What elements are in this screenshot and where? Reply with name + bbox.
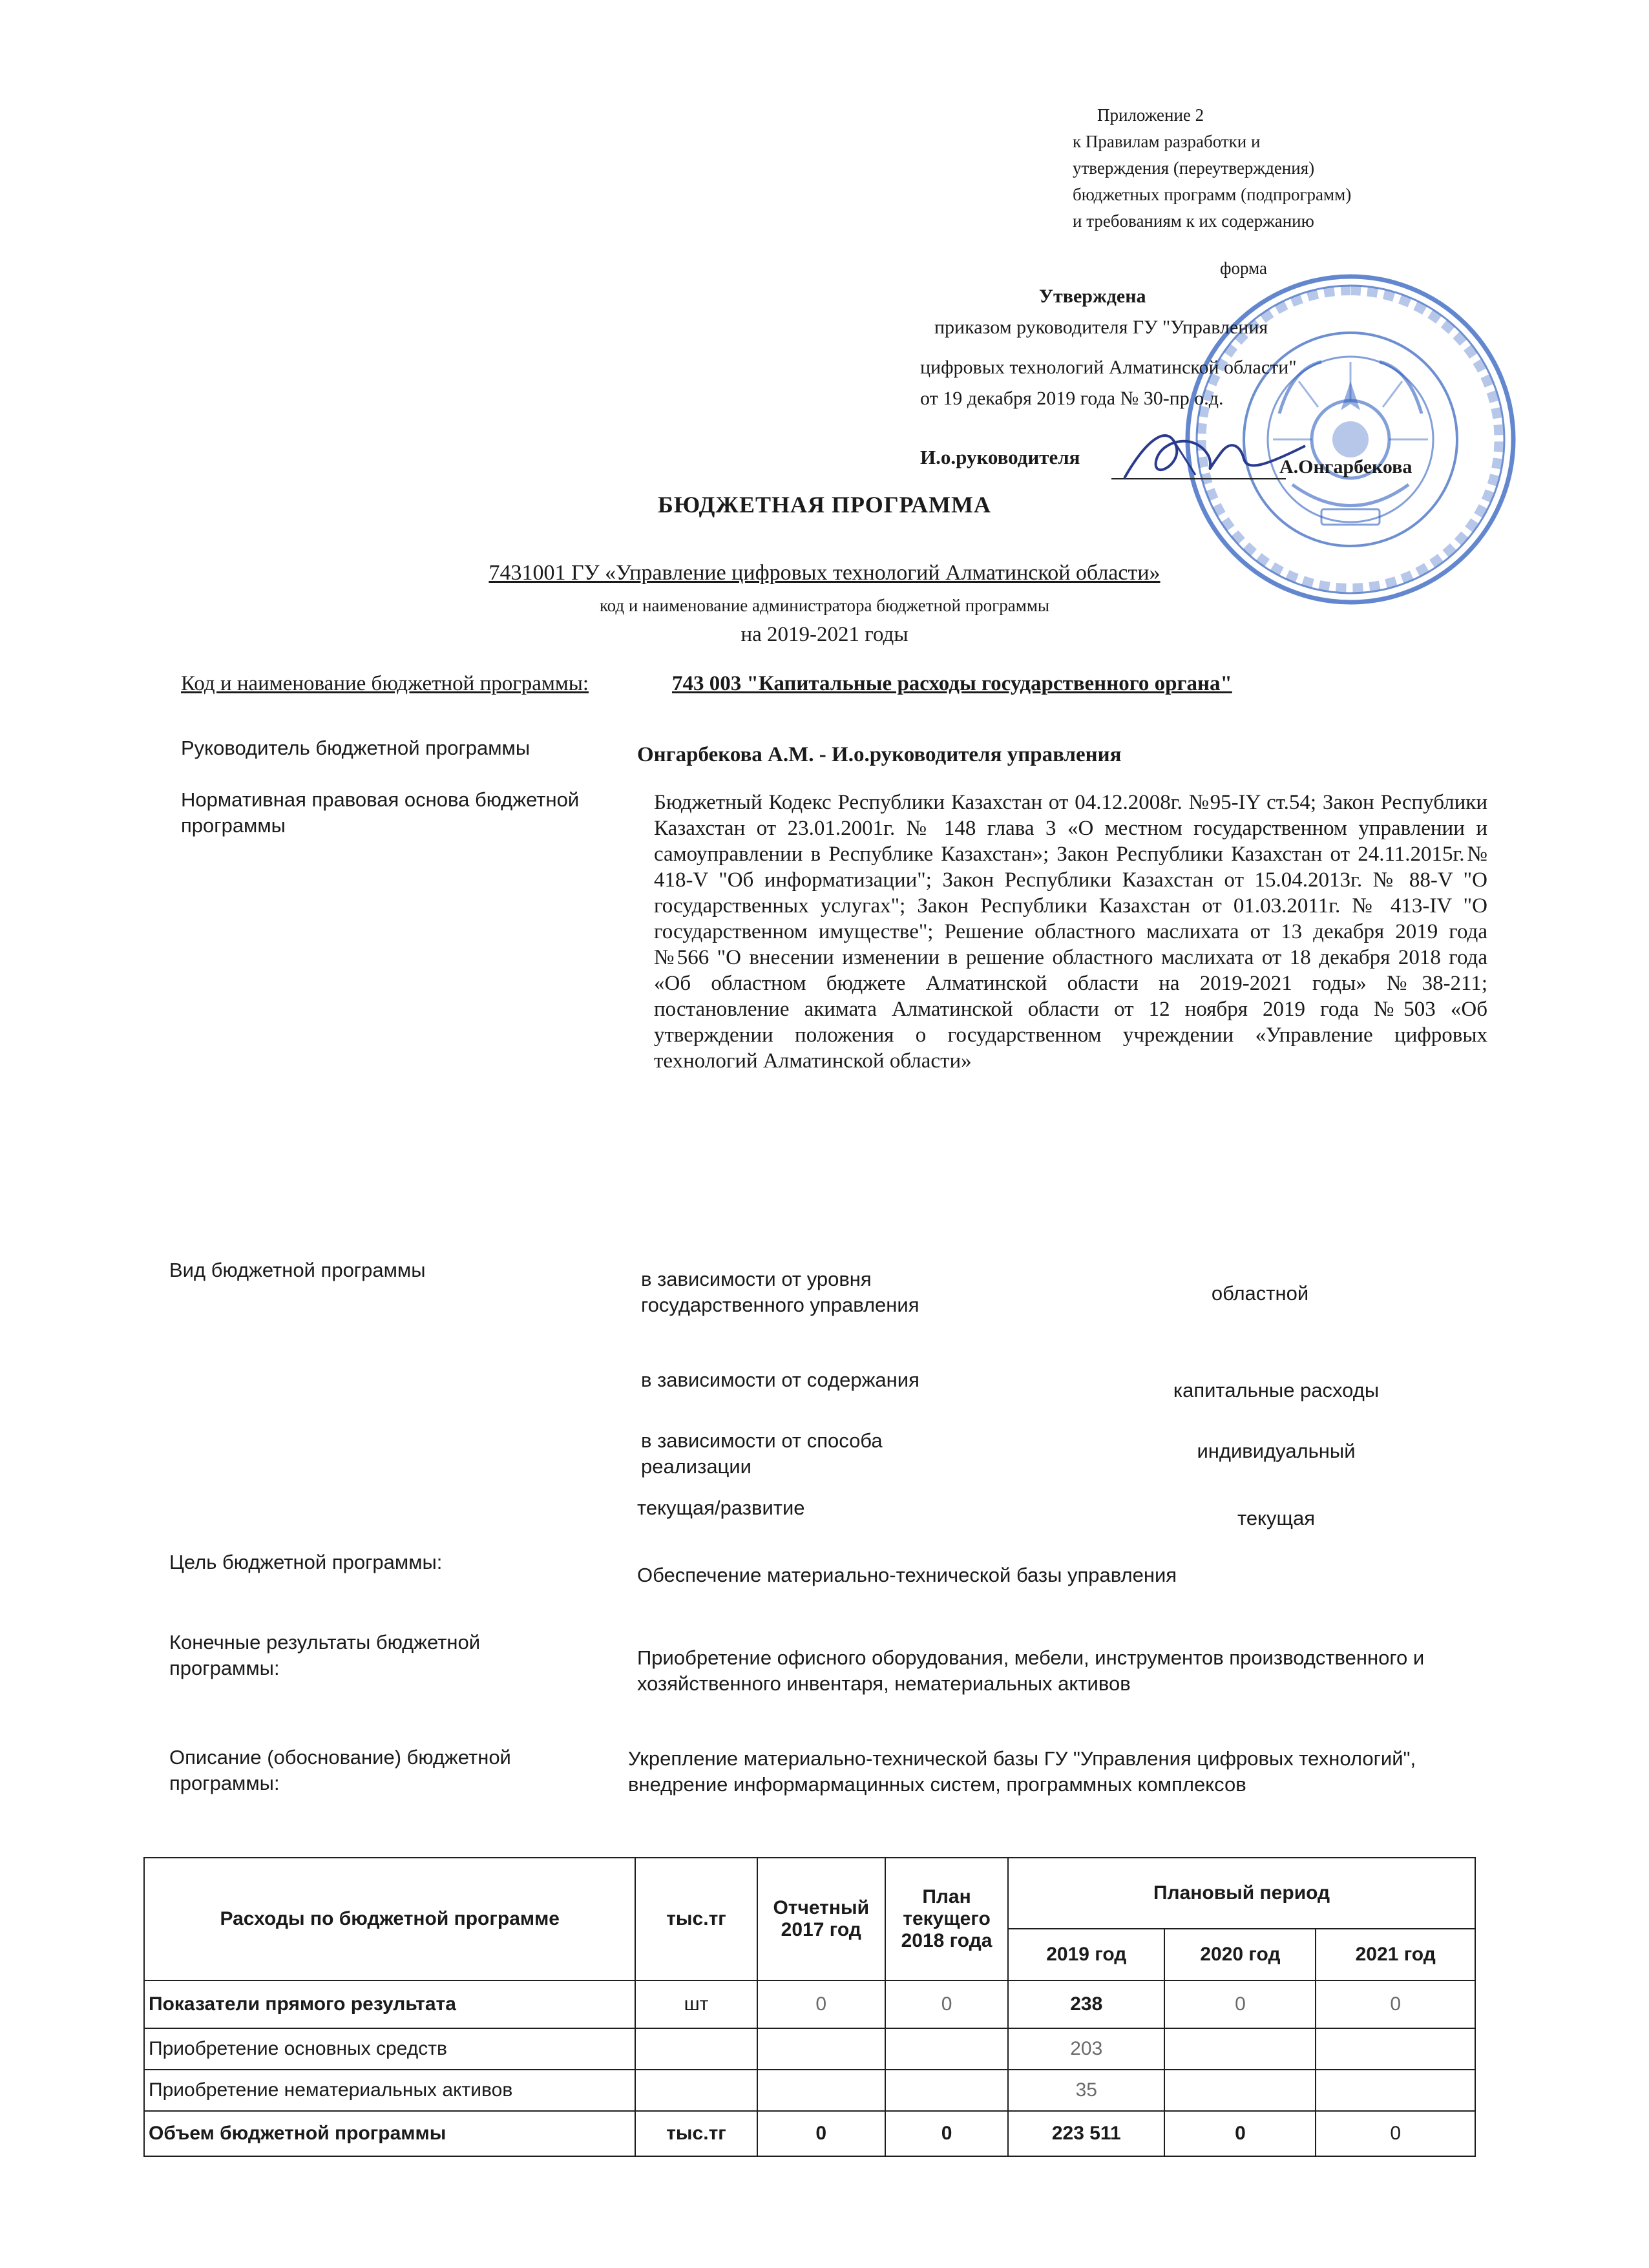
type-value: областной xyxy=(1211,1282,1309,1305)
document-title: БЮДЖЕТНАЯ ПРОГРАММА xyxy=(657,492,992,518)
row-unit: тыс.тг xyxy=(635,2111,757,2156)
row-plan xyxy=(885,2028,1008,2070)
col-header-planning-period: Плановый период xyxy=(1008,1858,1475,1929)
row-unit xyxy=(635,2070,757,2111)
table-row xyxy=(144,2111,1475,2156)
results-value: Приобретение офисного оборудования, мебели, инструментов производственного и хозяйственного инвентаря, нематериальных активов xyxy=(637,1646,1425,1695)
program-code-value: 743 003 "Капитальные расходы государственного органа" xyxy=(672,672,1232,695)
approval-order-line: приказом руководителя ГУ "Управления xyxy=(934,317,1268,338)
col-header-2020: 2020 год xyxy=(1164,1929,1316,1980)
col-header-reported: Отчетный 2017 год xyxy=(757,1858,885,1980)
row-2020 xyxy=(1164,2070,1316,2111)
approval-order-date: от 19 декабря 2019 года № 30-пр о.д. xyxy=(920,388,1224,409)
row-name: Объем бюджетной программы xyxy=(144,2111,635,2156)
program-period: на 2019-2021 годы xyxy=(740,623,909,646)
row-unit xyxy=(635,2028,757,2070)
row-2020: 0 xyxy=(1164,1980,1316,2028)
type-criterion: в зависимости от уровня государственного управления xyxy=(641,1268,919,1316)
type-value: капитальные расходы xyxy=(1173,1379,1380,1402)
table-row xyxy=(144,2028,1475,2070)
type-value: текущая xyxy=(1237,1507,1316,1529)
head-label: Руководитель бюджетной программы xyxy=(181,737,530,759)
type-value: индивидуальный xyxy=(1197,1440,1356,1462)
row-2021 xyxy=(1316,2070,1475,2111)
appendix-line: утверждения (переутверждения) xyxy=(1073,158,1315,178)
col-header-2021: 2021 год xyxy=(1316,1929,1475,1980)
results-label: Конечные результаты бюджетной программы: xyxy=(169,1631,481,1679)
type-criterion: текущая/развитие xyxy=(637,1496,805,1519)
program-code-label: Код и наименование бюджетной программы: xyxy=(181,672,589,695)
col-header-plan-current: План текущего 2018 года xyxy=(885,1858,1008,1980)
row-2020 xyxy=(1164,2028,1316,2070)
row-reported: 0 xyxy=(757,1980,885,2028)
row-reported xyxy=(757,2070,885,2111)
approval-order-line: цифровых технологий Алматинской области" xyxy=(920,357,1297,378)
row-2019: 35 xyxy=(1008,2070,1164,2111)
appendix-line: бюджетных программ (подпрограмм) xyxy=(1073,185,1352,204)
legal-basis-text: Бюджетный Кодекс Республики Казахстан от 04.12.2008г. №95-IY ст.54; Закон Республики Казахстан от 23.01.2001г. № 148 глава 3 «О местном государственном управлении и самоуправлении в Республике Казахстан»; Закон Республики Казахстан от 24.11.2015г.№ 418-V "Об информатизации"; Закон Республики Казахстан от 15.04.2013г. № 88-V "О государственных услугах"; Закон Республики Казахстан от 01.03.2011г. № 413-IV "О государственном имуществе"; Решение областного маслихата от 13 декабря 2019 года №566 "О внесении изменении в решение областного маслихата от 18 декабря 2018 года «Об областном бюджете Алматинской области на 2019-2021 годы» №38-211; постановление акимата Алматинской области от 12 ноября 2019 года №503 «Об утверждении положения о государственном учреждении «Управление цифровых технологий Алматинской области» xyxy=(654,791,1487,1073)
row-plan xyxy=(885,2070,1008,2111)
budget-table xyxy=(143,1857,1476,2157)
head-value: Онгарбекова А.М. - И.о.руководителя управления xyxy=(637,743,1122,766)
program-type-label: Вид бюджетной программы xyxy=(169,1259,426,1281)
row-reported: 0 xyxy=(757,2111,885,2156)
table-row xyxy=(144,1980,1475,2028)
signer-name: А.Онгарбекова xyxy=(1279,456,1413,478)
col-header-2019: 2019 год xyxy=(1008,1929,1164,1980)
administrator-name xyxy=(0,561,1649,585)
description-label: Описание (обоснование) бюджетной программы: xyxy=(169,1746,511,1794)
appendix-note xyxy=(1073,102,1486,235)
administrator-name-text: 7431001 ГУ «Управление цифровых технологий Алматинской области» xyxy=(488,561,1161,585)
row-2021: 0 xyxy=(1316,2111,1475,2156)
row-2021 xyxy=(1316,2028,1475,2070)
goal-value: Обеспечение материально-технической базы управления xyxy=(637,1564,1177,1586)
row-plan: 0 xyxy=(885,2111,1008,2156)
legal-basis-label: Нормативная правовая основа бюджетной программы xyxy=(181,788,580,837)
row-name: Приобретение основных средств xyxy=(144,2028,635,2070)
row-name: Показатели прямого результата xyxy=(144,1980,635,2028)
appendix-line: к Правилам разработки и xyxy=(1073,132,1261,151)
signature xyxy=(1111,420,1318,491)
administrator-caption: код и наименование администратора бюджетной программы xyxy=(599,596,1050,615)
approval-title: Утверждена xyxy=(1039,286,1146,307)
row-unit: шт xyxy=(635,1980,757,2028)
description-value: Укрепление материально-технической базы ГУ "Управления цифровых технологий", внедрение информармацинных систем, программных комплексов xyxy=(628,1747,1416,1796)
row-plan: 0 xyxy=(885,1980,1008,2028)
type-criterion: в зависимости от содержания xyxy=(641,1369,919,1391)
form-label: форма xyxy=(1220,258,1267,278)
row-2019: 203 xyxy=(1008,2028,1164,2070)
appendix-line: Приложение 2 xyxy=(1097,105,1204,125)
row-2021: 0 xyxy=(1316,1980,1475,2028)
goal-label: Цель бюджетной программы: xyxy=(169,1551,443,1573)
table-row xyxy=(144,2070,1475,2111)
row-2019: 238 xyxy=(1008,1980,1164,2028)
row-2020: 0 xyxy=(1164,2111,1316,2156)
col-header-unit: тыс.тг xyxy=(635,1858,757,1980)
signer-label: И.о.руководителя xyxy=(920,446,1080,468)
appendix-line: и требованиям к их содержанию xyxy=(1073,211,1314,231)
row-reported xyxy=(757,2028,885,2070)
row-2019: 223 511 xyxy=(1008,2111,1164,2156)
col-header-expenses: Расходы по бюджетной программе xyxy=(144,1858,635,1980)
row-name: Приобретение нематериальных активов xyxy=(144,2070,635,2111)
type-criterion: в зависимости от способа реализации xyxy=(641,1429,883,1478)
